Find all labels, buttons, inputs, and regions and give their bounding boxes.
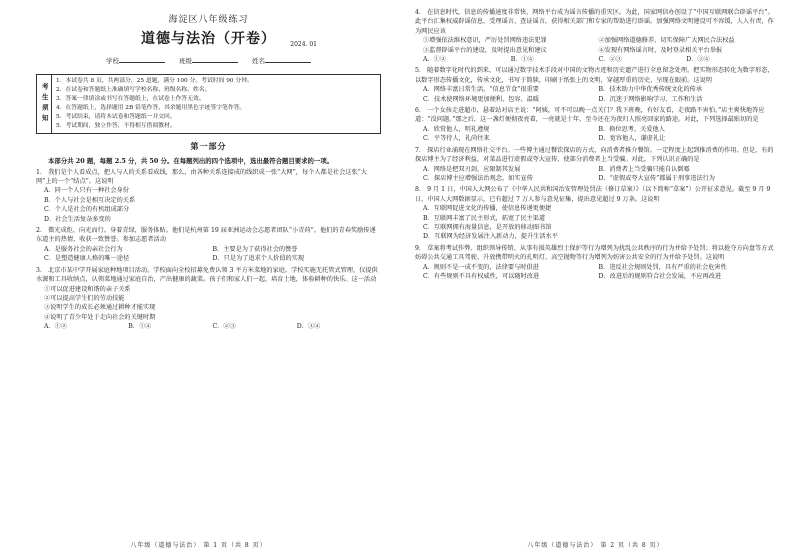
question-number: 8． [415, 186, 426, 194]
question-number: 4． [415, 9, 426, 16]
candidate-notice [36, 74, 381, 134]
right-page [397, 0, 794, 558]
question-stem: 北京市某中学开展家庭种地项目活动。学校面向全校招募免费认领 3 平方米菜地的家庭。学校实施无托管式管理，仅提供水源和工具收纳点，认领菜地通过家庭自治，产出健康的蔬菜。孩子们和家人们一起，培育土地，体验耕种的快乐。这一活动 [36, 266, 378, 284]
option[interactable]: D．“虚假或夸大宣传”都属于刑事违法行为 [598, 174, 715, 182]
option[interactable]: D．互联网为经济发展注入新动力，提升生活水平 [423, 233, 558, 241]
sub-item: ①可以促进建设和谐的亲子关系 [44, 285, 131, 293]
student-info [36, 57, 381, 66]
exam-title: 海淀区八年级练习 [168, 15, 249, 25]
option[interactable]: B．①④ [128, 323, 152, 331]
option[interactable]: B．互联网丰富了民主形式，拓宽了民主渠道 [423, 214, 546, 222]
question-4 [415, 8, 774, 64]
notice-item: 3．答案一律填涂或书写在答题纸上，在试卷上作答无效。 [56, 96, 205, 103]
question-stem: 随着数字化时代的到来，可以通过数字技术手段对中国的文物古迹和历史遗产进行全息留念处理。把实物形态转化为数字形态，以数字形态传播文化，传承文化，书写于简牍，印刷于纸张上的文明，穿越厚重的历史，呈现在眼前。这说明 [415, 67, 774, 84]
option[interactable]: A．欣赏他人，明礼遵规 [423, 125, 490, 133]
option[interactable]: B．个人与社会是相互决定的关系 [44, 196, 136, 204]
question-9 [415, 244, 774, 282]
option[interactable]: A．①② [44, 323, 68, 331]
option[interactable]: B．技术助力中华优秀传统文化的传承 [598, 86, 703, 94]
question-stem: 我们是个人看成点，把人与人的关系看成线，那么，由各种关系连接成的线织成一张“大网”，每个人都是社会这张“大网”上的一个“结点”。这说明 [36, 168, 367, 186]
option[interactable]: A．规则不是一成不变的，法律要与时俱进 [423, 263, 539, 271]
option[interactable]: D．③④ [686, 56, 710, 64]
question-number: 2． [36, 227, 47, 235]
option[interactable]: B．消费者上当受骗只能自认倒霉 [598, 165, 690, 173]
question-number: 3． [36, 266, 47, 274]
option[interactable]: A．同一个人只有一种社会身份 [44, 187, 129, 195]
option[interactable]: C．互联网拥有海量信息，是开放的移动图书馆 [423, 223, 552, 231]
subject-title [36, 31, 381, 49]
option[interactable]: B．违反社会规则处罚，具有严重的社会危害性 [598, 263, 727, 271]
question-number: 1． [36, 168, 47, 176]
question-stem: 在信息时代，信息的传播速度非常快，网络平台成为谣言传播的重灾区。为此，国家网信办创设了“中国互联网联合辟谣平台”。此平台汇集权威辟谣信息，受理谣言、查证谣言，获得相关部门和专家的帮助进行辟谣。加强网络文明建设可不容缓，人人有责，作为网民应该 [415, 9, 774, 35]
notice-label: 考生须知 [37, 75, 52, 133]
field-school: 学校 [106, 57, 165, 66]
notice-item: 5．考试结束，请将本试卷和答题纸一并交回。 [56, 114, 176, 121]
notice-item: 2．在试卷和答题纸上准确填写学校名称、班级名称、姓名。 [56, 87, 211, 94]
question-stem: 一个女孩走进超市，悬着站对店主说：“阿姨，可不可以晚一点关门？我下班晚，有好友看，走夜路不害怕。”店主爽快地答应道：“没问题。”那之后，这一盏灯便彻夜亮着，一亮就是十年，至今还在为夜归人照亮回家的路途。对此，下列选择最贴切的是 [415, 107, 765, 124]
part-title: 第一部分 [190, 141, 227, 152]
exam-date: 2024. 01 [290, 41, 317, 49]
question-7 [415, 146, 774, 184]
option[interactable]: C．②③ [598, 56, 622, 64]
question-3 [36, 266, 381, 332]
page-footer: 八年级（道德与法治） 第 2 页（共 8 页） [527, 541, 664, 549]
option[interactable]: A．是服务社会的亲社会行为 [44, 245, 123, 253]
notice-item: 4．在答题纸上，选择题用 2B 铅笔作答，其余题用黑色字迹签字笔作答。 [56, 105, 246, 112]
option[interactable]: D．沉迷于网络影响学习、工作和生活 [598, 95, 703, 103]
option[interactable]: A．①② [423, 56, 447, 64]
option[interactable]: C．有些规则不具有权威性，可以随时改进 [423, 272, 540, 280]
option[interactable]: B．换位思考，关爱他人 [598, 125, 665, 133]
sub-item: ④发现有网络谣言时，及时登录相关平台举报 [598, 46, 723, 54]
option[interactable]: D．社会生活复杂多变的 [44, 215, 111, 223]
option[interactable]: D．只是为了追求个人价值的实现 [212, 255, 305, 263]
sub-item: ①增强依法维权意识，严厉处罚网络违法犯罪 [423, 37, 547, 45]
sub-item: ③说明学生的成长必须通过耕种才能实现 [44, 304, 156, 312]
option[interactable]: D．宽容他人，谦虚礼让 [598, 135, 666, 143]
notice-items [52, 75, 257, 133]
question-number: 5． [415, 67, 426, 75]
option[interactable]: A．网络丰富日常生活，“信息节食”很重要 [423, 86, 539, 94]
option[interactable]: C．平等待人，礼尚往来 [423, 135, 490, 143]
question-number: 6． [415, 107, 426, 115]
option[interactable]: A．互联网促进文化的传播，使信息传递更便捷 [423, 205, 552, 213]
option[interactable]: B．主要是为了获得社会的赞誉 [212, 245, 298, 253]
option[interactable]: B．①④ [510, 56, 534, 64]
question-stem: 探店行业涌现在网络社交平台。一些博主通过餐饮探店的方式，向消费者推介餐馆。一定程度上起到推消费的作用。但是，有的探店博主为了经济利益，对菜品进行虚假或夸大宣传，使部分消费者上当受骗。对此，下列认识正确的是 [415, 146, 774, 164]
page-footer: 八年级（道德与法治） 第 1 页（共 8 页） [130, 541, 267, 549]
notice-item: 1．本试卷共 8 页，共两部分，25 道题，满分 100 分。考试时间 90 分钟。 [56, 78, 253, 85]
option[interactable]: C．探店博主应增强法治观念，如实宣传 [423, 174, 533, 182]
question-stem: 微光成炬，向光而行。身着青绿，服务体贴。他们是杭州第 19 届亚洲运动会志愿者团队“小青荷”。他们的青春奖励传递东道主的热情，收获一致赞誉。参加志愿者活动 [36, 227, 376, 244]
question-8 [415, 185, 774, 241]
sub-item: ②可以提高学生们的劳动技能 [44, 294, 125, 302]
option[interactable]: C．是塑造健康人格的唯一途径 [44, 255, 130, 263]
part-instructions: 本部分共 20 题，每题 2.5 分，共 50 分。在每题列出的四个选项中，选出最符合题目要求的一项。 [48, 156, 334, 165]
field-class: 班级 [179, 57, 238, 66]
sub-item: ③监督辟谣平台的建设，及时提出意见和建议 [423, 46, 547, 54]
option[interactable]: D．改进后的规则符合社会发展，不应再改进 [598, 272, 722, 280]
field-name: 姓名 [252, 57, 311, 66]
option[interactable]: C．②③ [212, 323, 236, 331]
question-1 [36, 168, 381, 224]
sub-item: ②加强网络道德修养，切实保障广大网民合法权益 [598, 37, 735, 45]
sub-item: ④说明了青少年处于走向社会的关键时期 [44, 313, 156, 321]
question-stem: 9 月 1 日，中国人大网公布了《中华人民共和国治安管理处罚法（修订草案）》（以下简称“草案”）公开征求意见。截至 9 月 9 日，中国人大网数据显示，已有超过 7 万人参与意见征集，提出意见超过 9 万条。这说明 [415, 186, 771, 203]
option[interactable]: A．网络是把双刃剑，应限制其发展 [423, 165, 521, 173]
question-number: 7． [415, 146, 426, 154]
question-6 [415, 106, 774, 144]
subject-text: 道德与法治（开卷） [141, 31, 276, 48]
question-number: 9． [415, 244, 426, 252]
option[interactable]: C．个人是社会的有机组成部分 [44, 206, 130, 214]
question-5 [415, 66, 774, 104]
notice-item: 5．考试期间，独立作答，不得相互借阅教材。 [56, 123, 176, 130]
option[interactable]: D．③④ [296, 323, 321, 331]
option[interactable]: C．技术使网络环境更加便利、包容、温暖 [423, 95, 540, 103]
question-stem: 草案将考试作弊、组织领导传销、从事有损英雄烈士保护等行为增列为扰乱公共秩序的行为并给予处罚；将以抢夺方向盘等方式妨碍公共交通工具驾驶、升放携带明火的孔明灯、高空抛物等行为增列为妨害公共安全的行为并给予处罚。这说明 [415, 244, 774, 262]
question-2 [36, 226, 381, 264]
